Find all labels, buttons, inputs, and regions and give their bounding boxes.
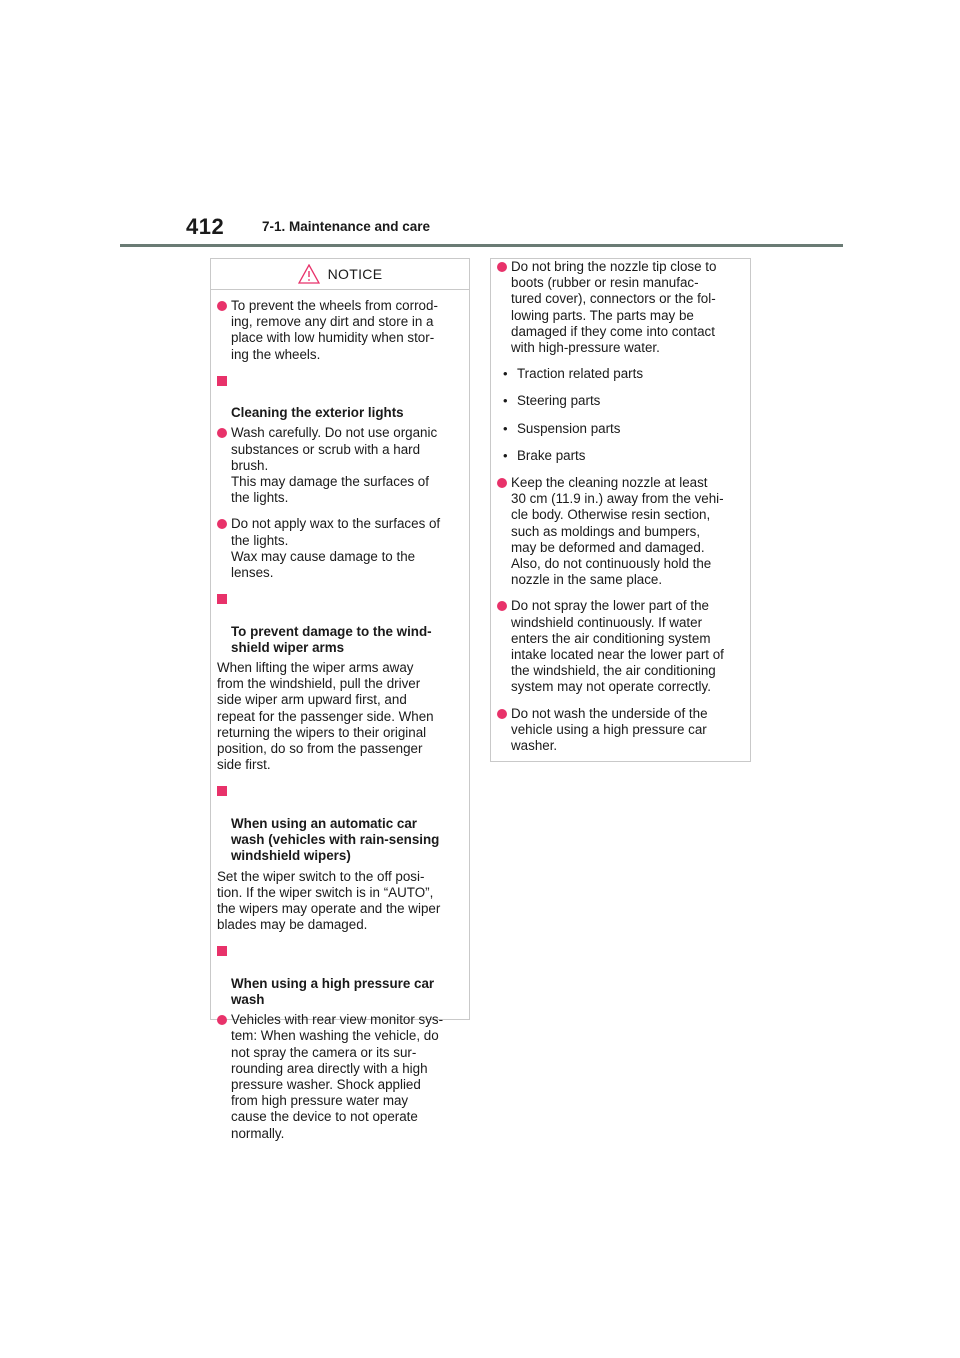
dot-bullet-icon: •	[503, 366, 508, 382]
notice-title: NOTICE	[327, 266, 383, 282]
notice-item-nozzle-distance: Keep the cleaning nozzle at least 30 cm (11.9 in.) away from the vehi- cle body. Otherwise resin section, such as moldings and bumpers, may be deformed and damaged. Also, do not continuously hold the nozzle in the same place.	[497, 475, 746, 588]
page-number: 412	[186, 214, 225, 239]
circle-bullet-icon	[217, 301, 227, 311]
section-title: 7-1. Maintenance and care	[262, 219, 431, 234]
square-bullet-icon	[217, 594, 227, 604]
square-bullet-icon	[217, 376, 227, 386]
subheading-wiper-arms: To prevent damage to the wind- shield wiper arms	[217, 591, 465, 656]
circle-bullet-icon	[497, 262, 507, 272]
notice-item-windshield-spray: Do not spray the lower part of the windshield continuously. If water enters the air conditioning system intake located near the lower part of the windshield, the air conditioning system may not operate correctly.	[497, 598, 746, 695]
list-item: • Traction related parts	[503, 366, 644, 382]
dot-bullet-icon: •	[503, 420, 508, 436]
circle-bullet-icon	[497, 709, 507, 719]
subheading-high-pressure-wash: When using a high pressure car wash	[217, 943, 465, 1008]
subheading-automatic-wash: When using an automatic car wash (vehicles with rain-sensing windshield wipers)	[217, 783, 465, 864]
dot-bullet-icon: •	[503, 447, 508, 463]
dot-bullet-icon: •	[503, 393, 508, 409]
warning-triangle-icon	[298, 264, 320, 284]
header-rule	[120, 244, 843, 247]
notice-header	[211, 259, 469, 290]
list-item: • Brake parts	[503, 447, 586, 463]
notice-item-wheels: To prevent the wheels from corrod- ing, remove any dirt and store in a place with low humidity when stor- ing the wheels.	[217, 298, 465, 363]
subheading-exterior-lights: Cleaning the exterior lights	[217, 373, 465, 422]
notice-item-wax: Do not apply wax to the surfaces of the lights. Wax may cause damage to the lenses.	[217, 516, 465, 581]
paragraph-wiper-arms: When lifting the wiper arms away from the windshield, pull the driver side wiper arm upward first, and repeat for the passenger side. When returning the wipers to their original position, do so from the passenger side first.	[217, 660, 434, 773]
notice-item-underside: Do not wash the underside of the vehicle using a high pressure car washer.	[497, 706, 746, 755]
square-bullet-icon	[217, 786, 227, 796]
notice-item-nozzle-tip: Do not bring the nozzle tip close to boots (rubber or resin manufac- tured cover), connectors or the fol- lowing parts. The parts may be damaged if they come into contact with high-pressure water.	[497, 259, 746, 356]
list-item: • Suspension parts	[503, 420, 621, 436]
notice-item-rear-camera: Vehicles with rear view monitor sys- tem: When washing the vehicle, do not spray the camera or its sur- rounding area directly with a high pressure washer. Shock applied from high pressure water may cause the device to not operate normally.	[217, 1012, 465, 1142]
circle-bullet-icon	[217, 519, 227, 529]
circle-bullet-icon	[497, 601, 507, 611]
notice-box-right	[490, 258, 751, 762]
circle-bullet-icon	[217, 1015, 227, 1025]
circle-bullet-icon	[497, 478, 507, 488]
square-bullet-icon	[217, 946, 227, 956]
list-item: • Steering parts	[503, 393, 601, 409]
paragraph-automatic-wash: Set the wiper switch to the off posi- tion. If the wiper switch is in “AUTO”, the wipers may operate and the wiper blades may be damaged.	[217, 868, 441, 933]
notice-box-left	[210, 258, 470, 1141]
circle-bullet-icon	[217, 428, 227, 438]
notice-item-wash-lights: Wash carefully. Do not use organic substances or scrub with a hard brush. This may damage the surfaces of the lights.	[217, 425, 465, 506]
